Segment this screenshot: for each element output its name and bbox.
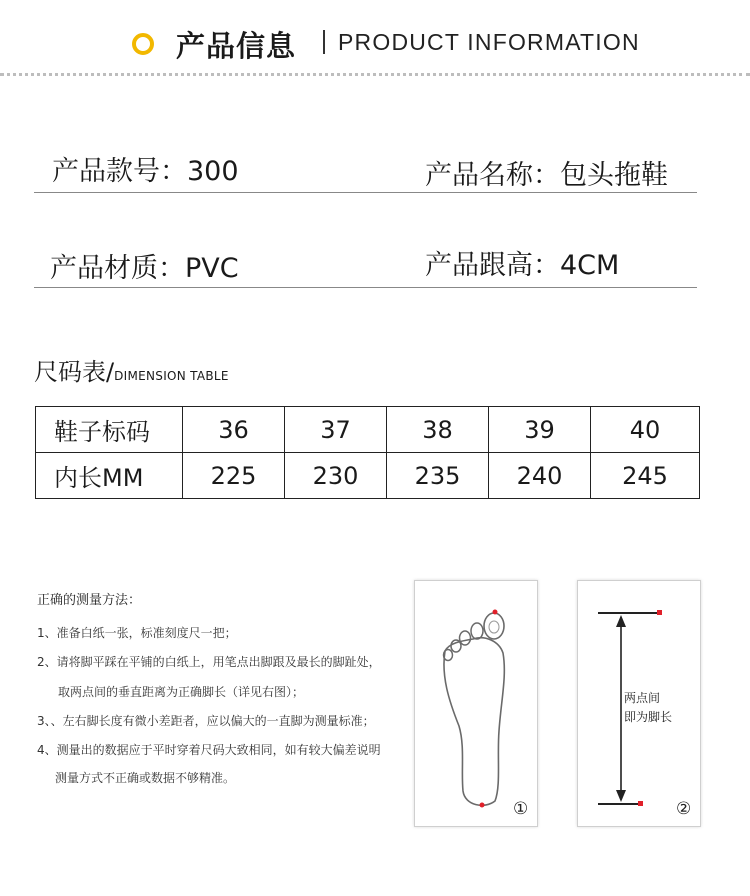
dotted-separator — [0, 73, 750, 76]
table-row — [36, 453, 700, 499]
figure-caption-line1: 两点间 — [624, 691, 661, 705]
row-label-length: 内长MM — [36, 453, 183, 499]
title-divider — [323, 30, 325, 54]
size-table-title-en: DIMENSION TABLE — [114, 369, 229, 383]
info-divider-2 — [34, 287, 697, 288]
figure-number-2: ② — [676, 799, 692, 819]
toe-marker-icon — [493, 610, 498, 615]
size-table-title-cn: 尺码表/ — [34, 358, 115, 386]
size-table — [35, 406, 700, 499]
table-cell-size: 37 — [285, 407, 387, 453]
table-cell-length: 240 — [489, 453, 591, 499]
method-step: 4、测量出的数据应于平时穿着尺码大致相同，如有较大偏差说明 — [37, 743, 381, 757]
circle-bullet-icon — [132, 33, 154, 55]
table-cell-size: 38 — [387, 407, 489, 453]
figure-caption-line2: 即为脚长 — [624, 710, 673, 724]
table-cell-size: 39 — [489, 407, 591, 453]
figure-number-1: ① — [513, 799, 529, 819]
table-cell-size: 36 — [183, 407, 285, 453]
table-cell-length: 230 — [285, 453, 387, 499]
foot-outline-icon — [415, 581, 537, 826]
foot-figure-frame — [414, 580, 538, 827]
section-title-cn: 产品信息 — [176, 29, 297, 63]
method-title: 正确的测量方法： — [37, 593, 142, 608]
section-title-en: PRODUCT INFORMATION — [338, 29, 640, 55]
size-table-title — [34, 352, 229, 387]
table-cell-length: 225 — [183, 453, 285, 499]
table-cell-length: 235 — [387, 453, 489, 499]
method-step: 1、准备白纸一张，标准刻度尺一把； — [37, 626, 237, 640]
table-row — [36, 407, 700, 453]
row-label-size: 鞋子标码 — [36, 407, 183, 453]
table-cell-size: 40 — [591, 407, 700, 453]
heel-marker-icon — [480, 803, 485, 808]
table-cell-length: 245 — [591, 453, 700, 499]
method-step-cont: 测量方式不正确或数据不够精准。 — [55, 771, 236, 785]
method-step: 3、、左右脚长度有微小差距者，应以偏大的一直脚为测量标准； — [37, 714, 375, 728]
product-model: 产品款号：300 — [52, 156, 239, 187]
product-material: 产品材质：PVC — [50, 253, 239, 284]
method-step: 2、请将脚平踩在平铺的白纸上，用笔点出脚跟及最长的脚趾处， — [37, 655, 381, 669]
product-heel-height: 产品跟高：4CM — [425, 250, 620, 281]
product-name: 产品名称：包头拖鞋 — [425, 160, 668, 191]
info-divider-1 — [34, 192, 697, 193]
method-step-cont: 取两点间的垂直距离为正确脚长（详见右图）； — [58, 685, 305, 699]
